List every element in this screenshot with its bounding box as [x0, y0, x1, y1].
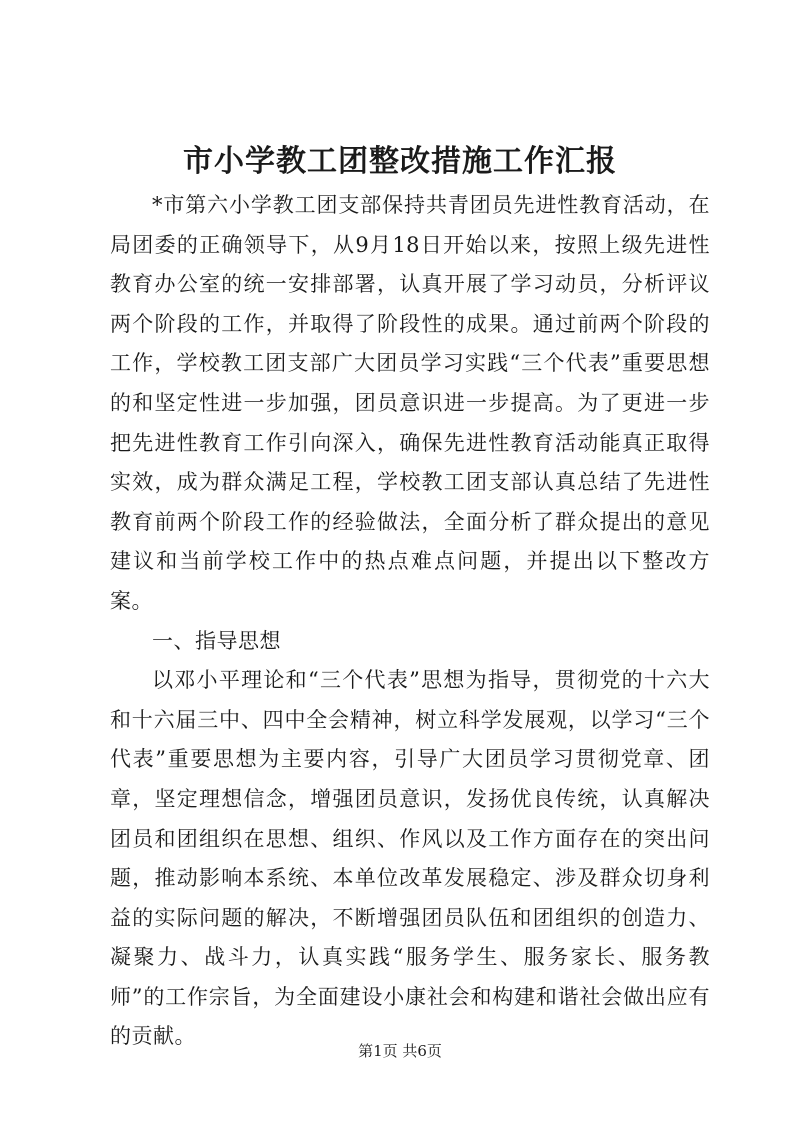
- section-heading: 一、指导思想: [152, 628, 281, 653]
- page-total: 共6页: [402, 1042, 442, 1060]
- guiding-thought-paragraph: 以邓小平理论和“三个代表”思想为指导，贯彻党的十六大和十六届三中、四中全会精神，树立科学发展观，以学习“三个代表”重要思想为主要内容，引导广大团员学习贯彻党章、团章，坚定理想信念，增强团员意识，发扬优良传统，认真解决团员和团组织在思想、组织、作风以及工作方面存在的突出问题，推动影响本系统、本单位改革发展稳定、涉及群众切身利益的实际问题的解决，不断增强团员队伍和团组织的创造力、凝聚力、战斗力，认真实践“服务学生、服务家长、服务教师”的工作宗旨，为全面建设小康社会和构建和谐社会做出应有的贡献。: [110, 668, 710, 1049]
- intro-paragraph: *市第六小学教工团支部保持共青团员先进性教育活动，在局团委的正确领导下，从9月18日开始以来，按照上级先进性教育办公室的统一安排部署，认真开展了学习动员，分析评议两个阶段的工作，并取得了阶段性的成果。通过前两个阶段的工作，学校教工团支部广大团员学习实践“三个代表”重要思想的和坚定性进一步加强，团员意识进一步提高。为了更进一步把先进性教育工作引向深入，确保先进性教育活动能真正取得实效，成为群众满足工程，学校教工团支部认真总结了先进性教育前两个阶段工作的经验做法，全面分析了群众提出的意见建议和当前学校工作中的热点难点问题，并提出以下整改方案。: [110, 193, 710, 613]
- document-title: 市小学教工团整改措施工作汇报: [183, 144, 617, 179]
- page-footer: [0, 1041, 800, 1061]
- document-body: [110, 186, 710, 1057]
- page-number: 第1页: [358, 1042, 398, 1060]
